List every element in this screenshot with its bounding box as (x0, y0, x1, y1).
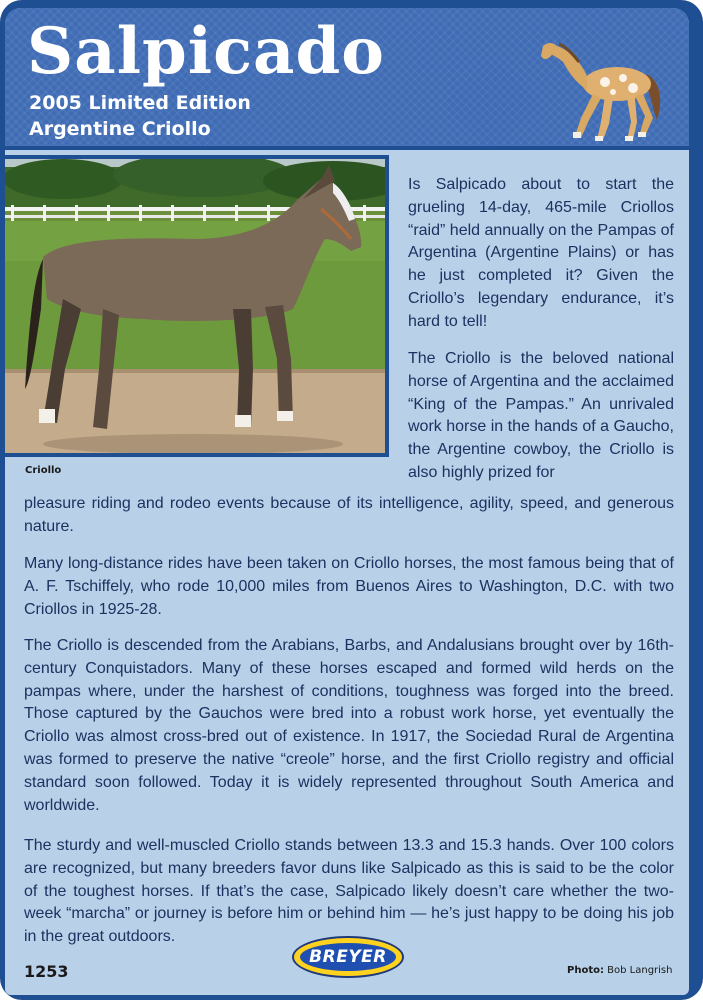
photo-caption: Criollo (25, 465, 62, 476)
breyer-logo (292, 936, 404, 978)
paragraph-long-distance-rides: Many long-distance rides have been taken on Criollo horses, the most famous being that of A. F. Tschiffely, who rode 10,000 miles from Buenos Aires to Washington, D.C. with two Criollos in 1925-28. (24, 555, 674, 618)
photo-credit-name: Bob Langrish (607, 965, 673, 976)
model-title: Salpicado (27, 14, 385, 89)
paragraph-history: The Criollo is descended from the Arabians, Barbs, and Andalusians brought over by 16th-century Conquistadors. Many of these horses escaped and formed wild herds on the pampas where, under the harshest of conditions, toughness was forged into the breed. Those captured by the Gauchos were bred into a robust work horse, yet eventually the Criollo was almost cross-bred out of existence. In 1917, the Sociedad Rural de Argentina was formed to preserve the native “creole” horse, and the first Criollo registry and official standard soon followed. Today it is widely represented throughout South America and worldwide. (24, 637, 674, 814)
criollo-photo-illustration (5, 159, 385, 457)
model-horse-illustration (535, 32, 675, 147)
card-panel (5, 8, 689, 995)
header-band (5, 8, 689, 150)
photo-credit (567, 965, 672, 976)
paragraph-national-horse-side: The Criollo is the beloved national horse of Argentina and the acclaimed “King of the Pampas.” An unrivaled work horse in the hands of a Gaucho, the Argentine cowboy, the Criollo is also highly prized for (408, 350, 674, 481)
edition-subtitle: 2005 Limited Edition (29, 92, 251, 114)
paragraph-intro: Is Salpicado about to start the grueling 14-day, 465-mile Criollos “raid” held annually on the Pampas of Argentina (Argentine Plains) or has he just completed it? Given the Criollo’s legendary endurance, it’s hard to tell! (408, 176, 674, 330)
breed-subtitle: Argentine Criollo (29, 118, 211, 140)
paragraph-conformation: The sturdy and well-muscled Criollo stands between 13.3 and 15.3 hands. Over 100 colors are recognized, but many breeders favor duns like Salpicado as this is said to be the color of the toughest horses. If that’s the case, Salpicado likely doesn’t care whether the two-week “marcha” or journey is before him or behind him — he’s just happy to be doing his job in the great outdoors. (24, 837, 674, 946)
breyer-logo-text: BREYER (300, 943, 396, 971)
catalog-number: 1253 (24, 962, 69, 981)
horse-photo (5, 155, 389, 457)
paragraph-national-horse-continued: pleasure riding and rodeo events because of its intelligence, agility, speed, and generous nature. (24, 495, 674, 535)
photo-credit-label: Photo: (567, 965, 604, 976)
